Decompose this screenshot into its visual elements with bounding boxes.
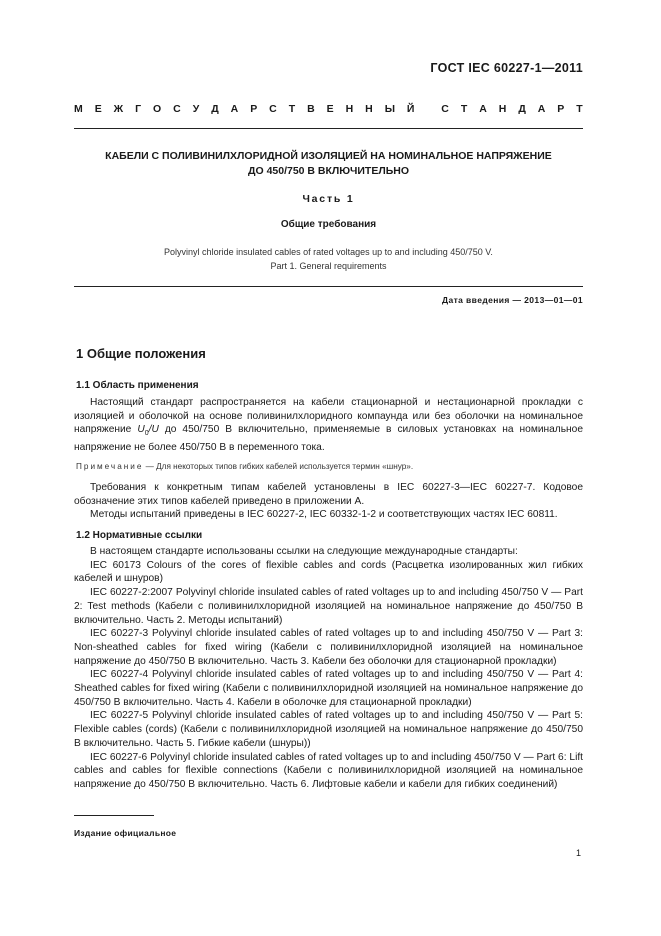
note-text: — Для некоторых типов гибких кабелей используется термин «шнур». <box>143 462 414 471</box>
cable-types-paragraph: Требования к конкретным типам кабелей установлены в IEC 60227-3—IEC 60227-7. Кодовое обозначение этих типов кабелей приведено в приложении А. <box>74 482 583 507</box>
heading-letter: А <box>537 103 546 115</box>
reference-paragraph: IEC 60227-5 Polyvinyl chloride insulated cables of rated voltages up to and including 450/750 V — Part 5: Flexible cables (cords) (Кабели с поливинилхлоридной изоляцией на номинальное напряжение до 450/750 В включительно. Часть 5. Гибкие кабели (шнуры)) <box>74 710 583 749</box>
note <box>76 462 583 471</box>
heading-letter: Д <box>518 103 526 115</box>
test-methods-paragraph: Методы испытаний приведены в IEC 60227-2, IEC 60332-1-2 и соответствующих частях IEC 60811. <box>90 509 558 521</box>
scope-text-start: Настоящий стандарт распространяется на кабели стационарной и нестационарной прокладки с изоляцией и оболочкой на основе поливинилхлоридного компаунда или без оболочки на номинальное напряжение <box>74 397 583 436</box>
heading-letter: С <box>269 103 277 115</box>
english-title-line-2: Part 1. General requirements <box>270 260 387 271</box>
header-rule <box>74 128 583 129</box>
english-title-line-1: Polyvinyl chloride insulated cables of rated voltages up to and including 450/750 V. <box>164 247 493 257</box>
document-code: ГОСТ IEC 60227-1—2011 <box>430 61 583 75</box>
reference-paragraph: IEC 60227-6 Polyvinyl chloride insulated cables of rated voltages up to and including 450/750 V — Part 6: Lift cables and cables for flexible connections (Кабели с поливинилхлоридной изоляцией на номинальное напряжение до 450/750 В включительно. Часть 6. Лифтовые кабели и кабели для гибких соединений) <box>74 751 583 790</box>
reference-paragraph: IEC 60227-4 Polyvinyl chloride insulated cables of rated voltages up to and including 450/750 V — Part 4: Sheathed cables for fixed wiring (Кабели с поливинилхлоридной изоляцией на номинальное напряжение до 450/750 В включительно. Часть 4. Кабели в оболочке для стационарной прокладки) <box>74 669 583 708</box>
heading-letter: Н <box>365 103 373 115</box>
footer-rule <box>74 815 154 816</box>
part-number: Часть 1 <box>302 193 355 205</box>
heading-letter: О <box>153 103 162 115</box>
introduction-date: Дата введения — 2013—01—01 <box>442 295 583 305</box>
title-line-1: КАБЕЛИ С ПОЛИВИНИЛХЛОРИДНОЙ ИЗОЛЯЦИЕЙ НА НОМИНАЛЬНОЕ НАПРЯЖЕНИЕ <box>105 150 552 162</box>
heading-letter: Е <box>94 103 102 115</box>
heading-letter: В <box>307 103 315 115</box>
heading-letter: Й <box>406 103 415 115</box>
heading-letter: Ы <box>384 103 395 115</box>
heading-letter: Р <box>250 103 258 115</box>
title-rule <box>74 286 583 287</box>
standard-type-heading <box>74 103 583 115</box>
heading-letter: Н <box>345 103 354 115</box>
scope-paragraphs-2 <box>74 481 583 522</box>
heading-letter: А <box>479 103 487 115</box>
scope-paragraph <box>74 396 583 455</box>
heading-letter: А <box>230 103 239 115</box>
subsection-1-1-title: 1.1 Область применения <box>76 380 199 391</box>
subsection-1-2-title: 1.2 Нормативные ссылки <box>76 530 203 541</box>
reference-paragraph: IEC 60173 Colours of the cores of flexible cables and cords (Расцветка изолированных жил гибких кабелей и шнуров) <box>74 559 583 585</box>
heading-letter: Т <box>460 103 468 115</box>
heading-letter: У <box>192 103 200 115</box>
note-label: Примечание <box>76 462 144 471</box>
heading-letter: Г <box>135 103 142 115</box>
heading-letter: Е <box>326 103 334 115</box>
heading-letter: Д <box>211 103 219 115</box>
document-title <box>74 149 583 179</box>
voltage-symbol-u: /U <box>148 424 159 436</box>
page-number: 1 <box>575 848 581 858</box>
heading-letter: Р <box>557 103 565 115</box>
reference-paragraph: IEC 60227-2:2007 Polyvinyl chloride insulated cables of rated voltages up to and including 450/750 V — Part 2: Test methods (Кабели с поливинилхлоридной изоляцией на номинальное напряжение до 450/750 В включительно. Часть 2. Методы испытаний) <box>74 587 583 626</box>
heading-letter: Т <box>288 103 296 115</box>
official-edition-label: Издание официальное <box>74 828 177 838</box>
normative-references <box>74 545 583 792</box>
heading-letter: Н <box>498 103 507 115</box>
reference-paragraph: В настоящем стандарте использованы ссылки на следующие международные стандарты: <box>90 546 518 557</box>
heading-word-gap <box>426 103 429 115</box>
heading-letter: С <box>441 103 449 115</box>
title-line-2: ДО 450/750 В ВКЛЮЧИТЕЛЬНО <box>248 165 409 177</box>
reference-paragraph: IEC 60227-3 Polyvinyl chloride insulated cables of rated voltages up to and including 450/750 V — Part 3: Non-sheathed cables for fixed wiring (Кабели с поливинилхлоридной изоляцией на номинальное напряжение до 450/750 В включительно. Часть 3. Кабели без оболочки для стационарной прокладки) <box>74 628 583 667</box>
english-title <box>74 246 583 273</box>
part-subtitle: Общие требования <box>280 219 377 230</box>
voltage-symbol-u0: U <box>137 424 145 436</box>
section-1-title: 1 Общие положения <box>76 346 206 361</box>
voltage-subscript: 0 <box>144 430 149 438</box>
heading-letter: Ж <box>113 103 124 115</box>
heading-letter: Т <box>576 103 583 115</box>
scope-text-end: до 450/750 В включительно, применяемые в силовых установках на номинальное напряжение не более 450/750 В в переменного тока. <box>74 424 584 454</box>
heading-letter: С <box>173 103 181 115</box>
heading-letter: М <box>74 103 83 115</box>
